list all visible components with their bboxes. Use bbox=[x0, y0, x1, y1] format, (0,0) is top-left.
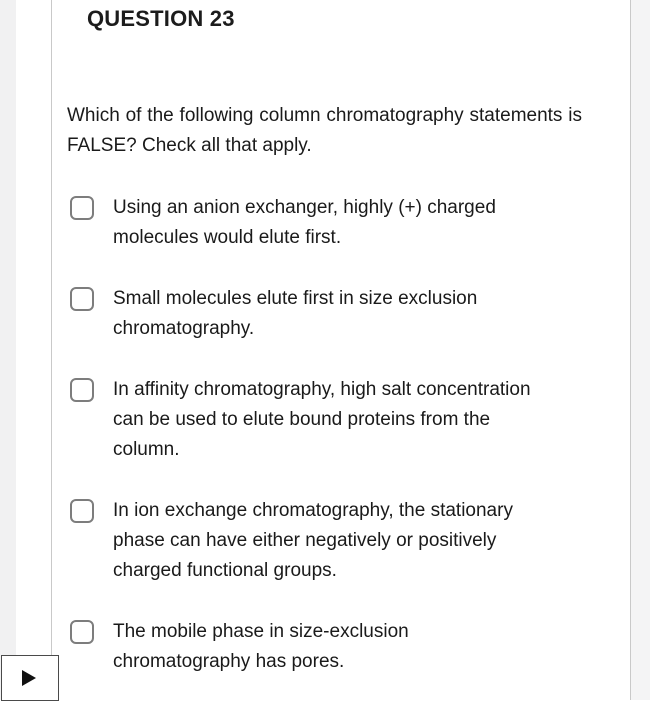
answer-checkbox[interactable] bbox=[70, 196, 94, 220]
play-button[interactable] bbox=[1, 655, 59, 701]
answer-option-label: Small molecules elute first in size exclusion chromatography. bbox=[113, 288, 478, 339]
answer-option[interactable] bbox=[70, 375, 550, 465]
question-prompt: Which of the following column chromatography statements is FALSE? Check all that apply. bbox=[67, 105, 582, 156]
answer-option-label: In affinity chromatography, high salt concentration can be used to elute bound proteins from the column. bbox=[113, 379, 531, 460]
answer-option-label: In ion exchange chromatography, the stationary phase can have either negatively or positively charged functional groups. bbox=[113, 500, 513, 581]
answer-checkbox[interactable] bbox=[70, 287, 94, 311]
right-gutter bbox=[631, 0, 650, 700]
answer-option[interactable] bbox=[70, 284, 550, 344]
answer-option-label: The mobile phase in size-exclusion chromatography has pores. bbox=[113, 621, 409, 672]
answer-checkbox[interactable] bbox=[70, 378, 94, 402]
answer-option[interactable] bbox=[70, 496, 550, 586]
answer-option-label: Using an anion exchanger, highly (+) charged molecules would elute first. bbox=[113, 197, 496, 248]
play-icon bbox=[21, 669, 37, 687]
answer-checkbox[interactable] bbox=[70, 620, 94, 644]
answer-option[interactable] bbox=[70, 617, 550, 677]
answer-option[interactable] bbox=[70, 193, 550, 253]
answer-checkbox[interactable] bbox=[70, 499, 94, 523]
left-gutter bbox=[0, 0, 16, 700]
question-title: QUESTION 23 bbox=[87, 6, 235, 31]
